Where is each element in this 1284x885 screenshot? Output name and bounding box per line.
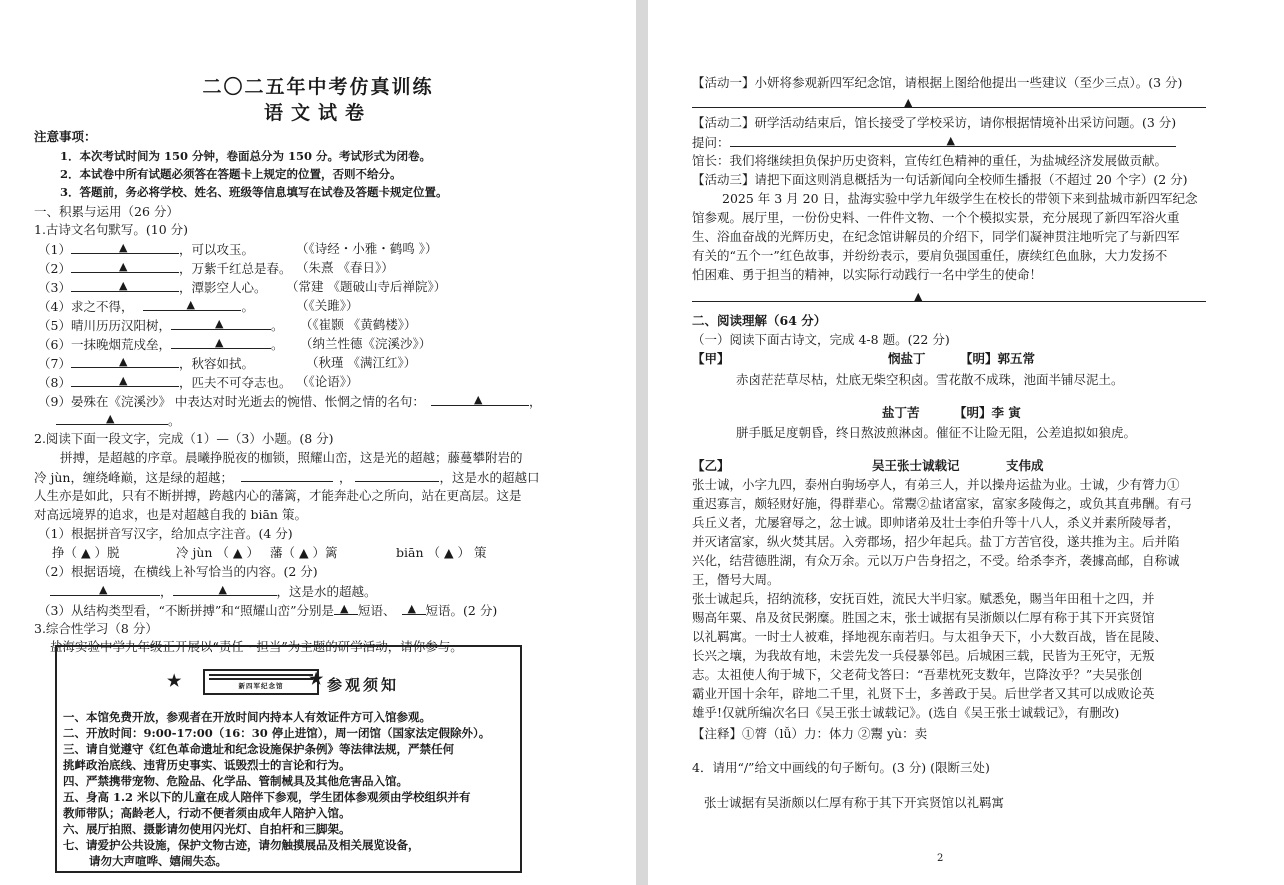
recitation-item-5: （5）晴川历历汉阳树， ▲ 。: [38, 317, 284, 333]
poem-1-author: 【明】郭五常: [960, 351, 1036, 366]
passage-line: 拼搏，是超越的序章。晨曦挣脱夜的枷锁，照耀山峦，这是光的超越；藤蔓攀附岩的: [60, 450, 523, 465]
part-1-heading: （一）阅读下面古诗文，完成 4-8 题。(22 分): [692, 332, 950, 347]
triangle-icon: ▲: [214, 317, 224, 330]
recitation-source: （纳兰性德《浣溪沙》）: [300, 336, 432, 351]
question-4-sentence: 张士诚据有吴浙颇以仁厚有称于其下开宾贤馆以礼羁寓: [704, 795, 1005, 810]
triangle-icon: ▲: [118, 260, 128, 273]
recitation-source: （秋瑾 《满江红》）: [306, 355, 417, 370]
notice-line: 请勿大声喧哗、嬉闹失态。: [89, 854, 227, 868]
prose-line: 并灭诸富家，纵火焚其居。入旁郡场，招少年起兵。盐丁方苦官役，遂共推为主。后并陷: [692, 534, 1180, 549]
answer-blank[interactable]: [402, 601, 426, 615]
question-1-heading: 1.古诗文名句默写。(10 分): [34, 222, 189, 237]
prose-line: 兴化，结营德胜湖，有众万余。元以万户告身招之，不受。给杀李齐，袭據高邮，自称诚: [692, 553, 1180, 568]
activity-3-prompt: 【活动三】请把下面这则消息概括为一句话新闻向全校师生播报（不超过 20 个字）(2 分): [692, 172, 1188, 187]
answer-blank[interactable]: [71, 259, 179, 273]
prose-line: 霸业开国十余年，辟地二千里，礼贤下士，多善政于吴。后世学者又其可以成败论英: [692, 686, 1155, 701]
poem-1-text: 赤卤茫茫草尽枯，灶底无柴空积卤。雪花散不成珠，池面半铺尽泥土。: [736, 372, 1124, 387]
prose-title: 吴王张士诚载记: [872, 458, 960, 473]
answer-blank[interactable]: [71, 278, 179, 292]
recitation-item-6: （6）一抹晚烟荒戍垒， ▲ 。: [38, 336, 284, 352]
activity-1-prompt: 【活动一】小妍将参观新四军纪念馆，请根据上图给他提出一些建议（至少三点）。(3 分): [692, 75, 1183, 90]
triangle-icon: ▲: [118, 355, 128, 368]
museum-logo-caption: 新四军纪念馆: [238, 682, 284, 690]
answer-line[interactable]: [692, 107, 1206, 108]
prose-line: 赐高年粟、帛及贫民粥糜。胜国之末，张士诚据有吴浙颇以仁厚有称于其下开宾贤馆: [692, 610, 1155, 625]
section-1-heading: 一、积累与运用（26 分）: [34, 204, 179, 219]
note-item: 2．本试卷中所有试题必须答在答题卡上规定的位置，否则不给分。: [60, 167, 402, 181]
note-item: 1．本次考试时间为 150 分钟，卷面总分为 150 分。考试形式为闭卷。: [60, 149, 432, 163]
triangle-icon: ▲: [914, 290, 923, 303]
recitation-item-9-cont: ▲ 。: [56, 411, 181, 429]
answer-blank[interactable]: [334, 601, 358, 615]
triangle-icon: ▲: [186, 298, 195, 311]
answer-blank[interactable]: [730, 133, 1176, 147]
notice-line: 教师带队；高龄老人，行动不便者须由成年人陪护入馆。: [63, 806, 351, 820]
notice-line: 五、身高 1.2 米以下的儿童在成人陪伴下参观，学生团体参观须由学校组织并有: [63, 790, 471, 804]
triangle-icon: ▲: [218, 583, 227, 596]
notice-line: 一、本馆免费开放，参观者在开放时间内持本人有效证件方可入馆参观。: [63, 710, 431, 724]
subquestion-2-1: （1）根据拼音写汉字，给加点字注音。(4 分): [38, 526, 293, 541]
exam-title: 二〇二五年中考仿真训练: [202, 76, 434, 98]
poem-2-author: 【明】李 寅: [954, 405, 1021, 420]
answer-blank[interactable]: [71, 373, 179, 387]
passage-line: 对高远境界的追求，也是对超越自我的 biān 策。: [34, 507, 307, 522]
triangle-icon: ▲: [118, 241, 128, 254]
prose-author: 支伟成: [1006, 458, 1044, 473]
prose-line: 张士诚，小字九四，泰州白驹场亭人，有弟三人，并以操舟运盐为业。士诚，少有膂力①: [692, 477, 1180, 492]
notice-line: 七、请爱护公共设施，保护文物古迹，请勿触摸展品及相关展览设备，: [63, 838, 420, 852]
news-line: 怕困难、勇于担当的精神，以实际行动践行一名中学生的使命！: [692, 267, 1043, 282]
pinyin-item: biān （ ▲ ） 策: [396, 545, 487, 560]
answer-blank[interactable]: [171, 335, 271, 349]
news-line: 2025 年 3 月 20 日，盐海实验中学九年级学生在校长的带领下来到盐城市新四军纪念: [722, 191, 1198, 206]
annotation-note: 【注释】①膂（lǚ）力：体力 ②鬻 yù：卖: [692, 726, 928, 741]
answer-blank[interactable]: [173, 582, 277, 596]
text-jia-label: 【甲】: [692, 351, 730, 366]
question-4-prompt: 4．请用“/”给文中画线的句子断句。(3 分) (限断三处): [692, 760, 990, 775]
prose-line: 王，僭号大周。: [692, 572, 780, 587]
triangle-icon: ▲: [407, 602, 416, 615]
passage-line: 冷 jùn，缠绕峰巅，这是绿的超越； ， ，这是水的超越口: [34, 470, 540, 485]
note-item: 3．答题前，务必将学校、姓名、班级等信息填写在试卷及答题卡规定位置。: [60, 185, 448, 199]
museum-logo: [203, 669, 319, 695]
triangle-icon: ▲: [99, 583, 108, 596]
prose-line: 兵丘义者，尤屡窘辱之，忿士诚。即帅诸弟及壮士李伯升等十八人，杀义并素所陵辱者，: [692, 515, 1180, 530]
triangle-icon: ▲: [118, 279, 128, 292]
section-2-heading: 二、阅读理解（64 分）: [692, 313, 827, 328]
answer-blank[interactable]: [71, 240, 179, 254]
question-3-intro: 盐海实验中学九年级正开展以“责任・担当”为主题的研学活动，请你参与。: [50, 639, 463, 654]
recitation-item-1: （1） ▲ ，可以攻玉。: [38, 241, 254, 257]
notice-title: 参观须知: [327, 676, 400, 694]
exam-page-left: [0, 0, 636, 885]
recitation-item-8: （8） ▲ ，匹夫不可夺志也。: [38, 374, 292, 390]
page-number: 2: [937, 853, 944, 864]
recitation-source: （《论语》）: [296, 374, 359, 389]
notice-line: 四、严禁携带宠物、危险品、化学品、管制械具及其他危害品入馆。: [63, 774, 408, 788]
poem-2-title: 盐丁苦: [882, 405, 920, 420]
news-line: 馆参观。展厅里，一份份史料、一件件文物、一个个模拟实景，充分展现了新四军浴火重: [692, 210, 1180, 225]
recitation-source: （《崔颢 《黄鹤楼》）: [300, 317, 417, 332]
exam-page-right: [648, 0, 1284, 885]
page-gutter: [636, 0, 648, 885]
text-yi-label: 【乙】: [692, 458, 730, 473]
curator-answer: 馆长：我们将继续担负保护历史资料，宣传红色精神的重任，为盐城经济发展做贡献。: [692, 153, 1168, 168]
triangle-icon: ▲: [340, 602, 349, 615]
notice-line: 挑衅政治底线、违背历史事实、诋毁烈士的言论和行为。: [63, 758, 351, 772]
recitation-item-3: （3） ▲ ，潭影空人心。: [38, 279, 267, 295]
question-2-heading: 2.阅读下面一段文字，完成（1）—（3）小题。(8 分): [34, 431, 334, 446]
answer-blank[interactable]: [50, 582, 160, 596]
triangle-icon: ▲: [118, 374, 128, 387]
star-icon: ★: [167, 671, 182, 690]
prose-line: 以礼羁寓。一时士人被难，择地视东南若归。与太祖争天下，小大数百战，皆在昆陵、: [692, 629, 1168, 644]
recitation-item-4: （4）求之不得， ▲ 。: [38, 298, 254, 314]
recitation-source: （朱熹 《春日》）: [296, 260, 394, 275]
triangle-icon: ▲: [904, 96, 913, 109]
answer-blank[interactable]: [143, 297, 241, 311]
answer-blank[interactable]: [431, 392, 529, 406]
pinyin-item: 挣（ ▲ ）脱: [52, 545, 120, 560]
notice-line: 二、开放时间：9:00-17:00（16：30 停止进馆），周一闭馆（国家法定假除外）。: [63, 726, 491, 740]
recitation-item-2: （2） ▲ ，万紫千红总是春。: [38, 260, 292, 276]
prose-line: 志。太祖使人徇于城下，父老荷戈答曰：“吾辈枕死支数年，岂降汝乎？”夫吴张创: [692, 667, 1143, 682]
prose-line: 重迟寡言，颇轻财好施，得群辈心。常鬻②盐诸富家，富家多陵侮之，或负其直弗酬。有弓: [692, 496, 1193, 511]
answer-blank[interactable]: [71, 354, 179, 368]
activity-2-prompt: 【活动二】研学活动结束后，馆长接受了学校采访，请你根据情境补出采访问题。(3 分): [692, 115, 1177, 130]
answer-blank[interactable]: [56, 411, 168, 425]
prose-line: 张士诚起兵，招纳流移，安抚百姓，流民大半归家。赋悉免，賜当年田租十之四，并: [692, 591, 1155, 606]
notice-line: 三、请自觉遵守《红色革命遗址和纪念设施保护条例》等法律法规，严禁任何: [63, 742, 454, 756]
recitation-source: （《关雎》）: [296, 298, 359, 313]
triangle-icon: ▲: [106, 412, 115, 425]
triangle-icon: ▲: [473, 393, 483, 406]
poem-1-title: 悯盐丁: [888, 351, 926, 366]
answer-line[interactable]: [692, 301, 1206, 302]
subquestion-2-2-answer: ▲ ， ▲ ，这是水的超越。: [50, 582, 377, 600]
news-line: 有关的“五个一”红色故事，并纷纷表示，要肩负强国重任，赓续红色血脉，大力发扬不: [692, 248, 1168, 263]
subquestion-2-3: （3）从结构类型看，“不断拼搏”和“照耀山峦”分别是 ▲ 短语、 ▲ 短语。(2 分): [38, 602, 498, 618]
poem-2-text: 胼手胝足度朝昏，终日熬波煎淋卤。催征不让险无阻，公差追拟如狼虎。: [736, 425, 1137, 440]
recitation-item-9: （9）晏殊在《浣溪沙》 中表达对时光逝去的惋惜、怅惘之情的名句： ▲ ，: [38, 393, 542, 409]
recitation-source: （《诗经・小雅・鹤鸣 》）: [296, 241, 438, 256]
notice-line: 六、展厅拍照、摄影请勿使用闪光灯、自拍杆和三脚架。: [63, 822, 351, 836]
interview-question: 提问： ▲: [692, 133, 1176, 151]
prose-line: 雄乎!仅就所编次名曰《吴王张士诚载记》。(选自《吴王张士诚载记》，有删改): [692, 705, 1120, 720]
question-3-heading: 3.综合性学习（8 分）: [34, 621, 158, 636]
visitor-notice-box: [55, 645, 522, 873]
triangle-icon: ▲: [214, 336, 224, 349]
recitation-item-7: （7） ▲ ，秋容如拭。: [38, 355, 254, 371]
answer-blank[interactable]: [171, 316, 271, 330]
exam-subtitle: 语文试卷: [263, 102, 372, 124]
subquestion-2-2: （2）根据语境，在横线上补写恰当的内容。(2 分): [38, 564, 318, 579]
answer-blank[interactable]: [355, 468, 439, 482]
pinyin-item: 冷 jùn （ ▲ ）: [176, 545, 259, 560]
notes-heading: 注意事项：: [34, 129, 97, 144]
prose-line: 长兴之壤，为我故有地，未尝先发一兵侵暴邻邑。后城困三载，民皆为王死守，无叛: [692, 648, 1155, 663]
triangle-icon: ▲: [946, 134, 955, 147]
recitation-source: （常建 《题破山寺后禅院》）: [286, 279, 447, 294]
passage-line: 人生亦是如此，只有不断拼搏，跨越内心的藩篱，才能奔赴心之所向，站在更高层。这是: [34, 488, 522, 503]
answer-blank[interactable]: [241, 468, 333, 482]
star-icon: ★: [309, 669, 324, 688]
pinyin-item: 藩（ ▲ ）篱: [270, 545, 338, 560]
news-line: 生、浴血奋战的光辉历史，在纪念馆讲解员的介绍下，同学们凝神贯注地听完了与新四军: [692, 229, 1180, 244]
